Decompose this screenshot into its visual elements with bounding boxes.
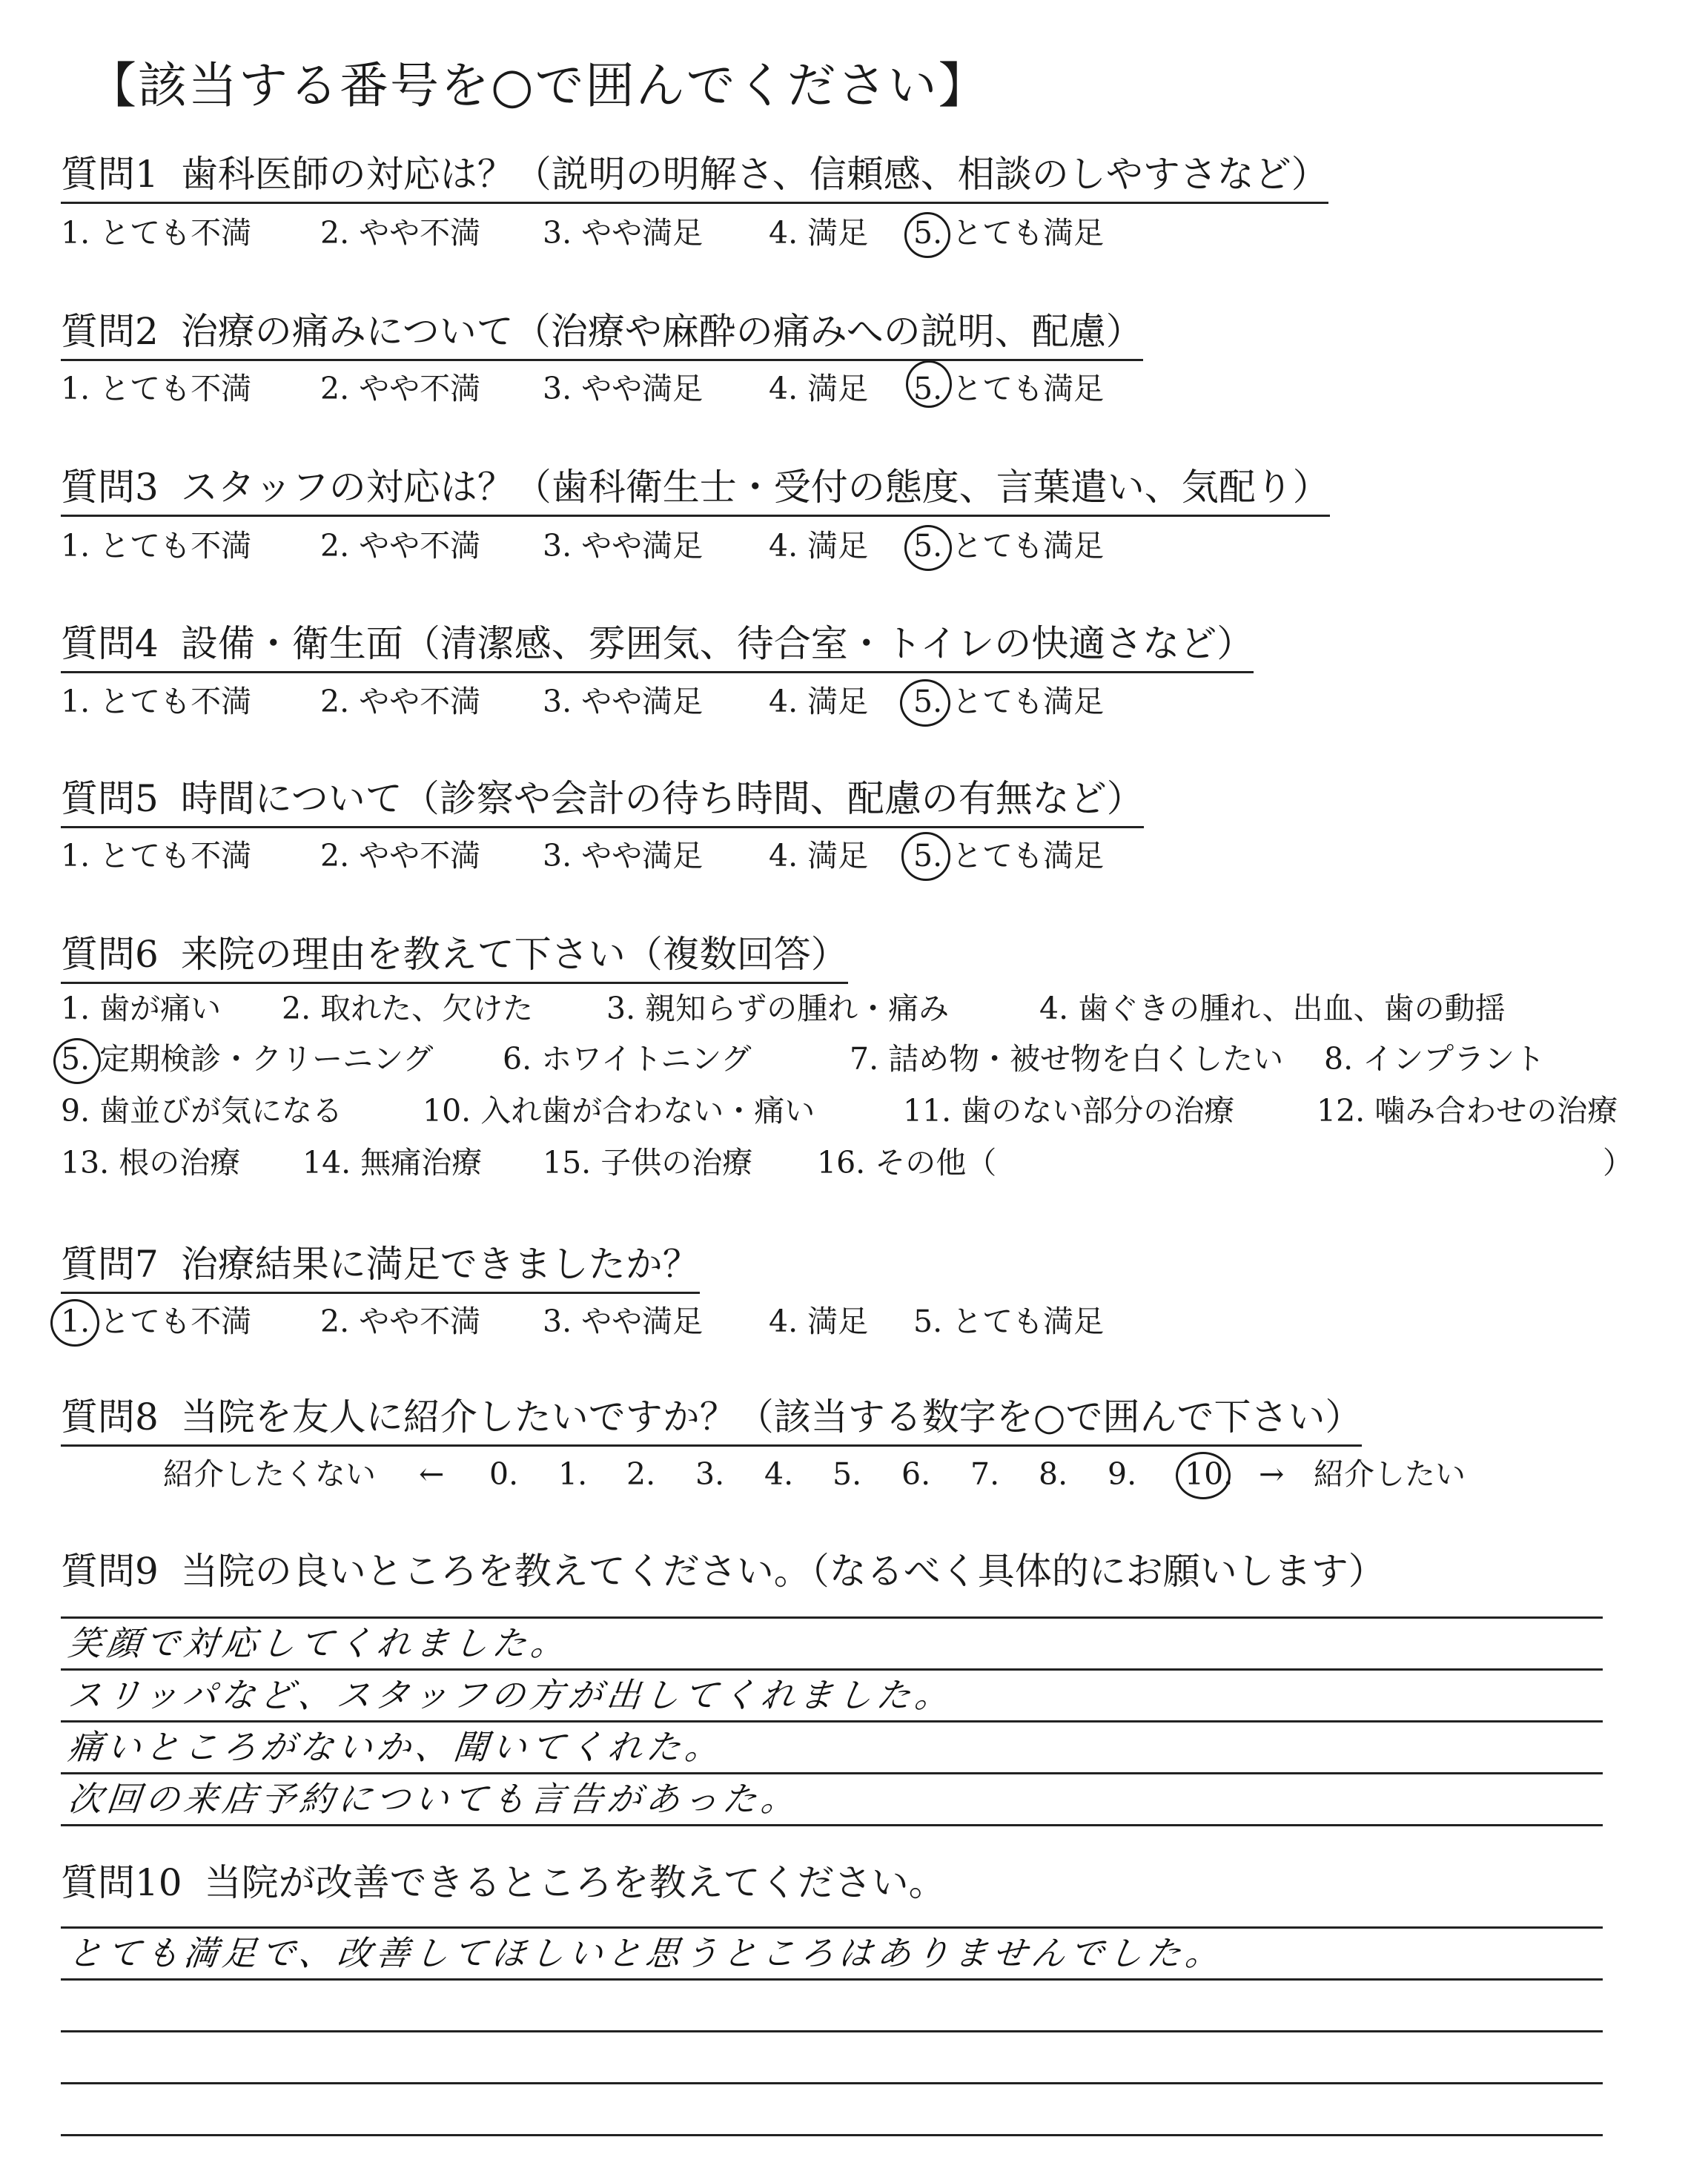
option-4[interactable]: 4. 満足	[769, 215, 869, 251]
reason-option[interactable]: 6. ホワイトニング	[503, 1041, 752, 1077]
option-3[interactable]: 3. やや満足	[543, 838, 704, 873]
scale-option[interactable]: 4.	[764, 1456, 794, 1492]
scale-option[interactable]: 1.	[558, 1456, 588, 1492]
question-5	[61, 773, 1144, 828]
question-1	[61, 148, 1328, 204]
option-5[interactable]: 5. とても満足	[913, 528, 1105, 564]
option-2[interactable]: 2. やや不満	[320, 1304, 481, 1339]
question-8-text: 当院を友人に紹介したいですか？（該当する数字を○で囲んで下さい）	[180, 1396, 1363, 1439]
question-3-heading	[61, 461, 1330, 517]
question-4-label: 質問4	[61, 622, 159, 665]
option-3[interactable]: 3. やや満足	[543, 371, 704, 406]
reason-option[interactable]: 5. 定期検診・クリーニング	[61, 1041, 434, 1077]
question-9-heading	[61, 1545, 1386, 1597]
scale-option[interactable]: 2.	[626, 1456, 656, 1492]
question-7-text: 治療結果に満足できましたか？	[180, 1243, 700, 1286]
option-4[interactable]: 4. 満足	[769, 1304, 869, 1339]
scale-option[interactable]: 5.	[833, 1456, 862, 1492]
question-7-heading	[61, 1238, 700, 1294]
option-1[interactable]: 1. とても不満	[61, 371, 252, 406]
question-2-heading	[61, 305, 1143, 361]
page-title: 【該当する番号を○で囲んでください】	[87, 57, 989, 114]
scale-right-arrow: →	[1259, 1456, 1285, 1492]
question-2	[61, 305, 1143, 361]
option-5[interactable]: 5. とても満足	[913, 215, 1105, 251]
reason-option[interactable]: 13. 根の治療	[61, 1145, 241, 1180]
question-6-label: 質問6	[61, 933, 159, 976]
reason-option[interactable]: 15. 子供の治療	[543, 1145, 753, 1180]
option-5[interactable]: 5. とても満足	[913, 838, 1105, 873]
question-9-text: 当院の良いところを教えてください。（なるべく具体的にお願いします）	[180, 1550, 1386, 1593]
reason-option[interactable]: 9. 歯並びが気になる	[61, 1093, 343, 1129]
reason-option[interactable]: 2. 取れた、欠けた	[282, 991, 534, 1026]
scale-left-label: 紹介したくない	[163, 1456, 376, 1492]
scale-option[interactable]: 9.	[1108, 1456, 1137, 1492]
answer-line	[61, 1616, 1603, 1619]
option-1[interactable]: 1. とても不満	[61, 838, 252, 873]
option-2[interactable]: 2. やや不満	[320, 371, 481, 406]
question-6-text: 来院の理由を教えて下さい（複数回答）	[180, 933, 848, 976]
option-5[interactable]: 5. とても満足	[913, 684, 1105, 719]
option-1[interactable]: 1. とても不満	[61, 215, 252, 251]
question-7-label: 質問7	[61, 1243, 159, 1286]
scale-option[interactable]: 3.	[695, 1456, 725, 1492]
question-3-label: 質問3	[61, 466, 159, 509]
reason-option[interactable]: 8. インプラント	[1324, 1041, 1546, 1077]
question-1-text: 歯科医師の対応は？（説明の明解さ、信頼感、相談のしやすさなど）	[180, 153, 1328, 196]
option-3[interactable]: 3. やや満足	[543, 215, 704, 251]
option-4[interactable]: 4. 満足	[769, 838, 869, 873]
option-5[interactable]: 5. とても満足	[913, 371, 1105, 406]
question-10	[61, 1857, 946, 1909]
question-2-text: 治療の痛みについて（治療や麻酔の痛みへの説明、配慮）	[180, 310, 1143, 353]
q9-answer-line-2: スリッパなど、スタッフの方が出してくれました。	[66, 1675, 956, 1715]
option-3[interactable]: 3. やや満足	[543, 528, 704, 564]
question-6-heading	[61, 928, 848, 984]
scale-option[interactable]: 7.	[970, 1456, 1000, 1492]
scale-option[interactable]: 6.	[901, 1456, 931, 1492]
answer-line	[61, 2082, 1603, 2084]
question-7	[61, 1238, 700, 1294]
scale-option[interactable]: 8.	[1039, 1456, 1068, 1492]
question-1-label: 質問1	[61, 153, 159, 196]
scale-option[interactable]: 10.	[1185, 1456, 1234, 1492]
question-6	[61, 928, 848, 984]
question-8-heading	[61, 1391, 1362, 1447]
reason-option[interactable]: 7. 詰め物・被せ物を白くしたい	[850, 1041, 1284, 1077]
reason-option[interactable]: 3. 親知らずの腫れ・痛み	[606, 991, 950, 1026]
reason-option[interactable]: 12. 噛み合わせの治療	[1317, 1093, 1618, 1129]
option-4[interactable]: 4. 満足	[769, 371, 869, 406]
reason-option-other[interactable]: 16. その他（	[817, 1145, 997, 1180]
answer-line	[61, 1668, 1603, 1671]
answer-line	[61, 1978, 1603, 1981]
answer-line	[61, 1720, 1603, 1723]
question-3	[61, 461, 1330, 517]
question-8	[61, 1391, 1362, 1447]
option-3[interactable]: 3. やや満足	[543, 684, 704, 719]
option-1[interactable]: 1. とても不満	[61, 684, 252, 719]
answer-line	[61, 2030, 1603, 2032]
question-9	[61, 1545, 1386, 1597]
question-8-label: 質問8	[61, 1396, 159, 1439]
reason-option[interactable]: 4. 歯ぐきの腫れ、出血、歯の動揺	[1039, 991, 1506, 1026]
question-9-label: 質問9	[61, 1550, 159, 1593]
option-2[interactable]: 2. やや不満	[320, 215, 481, 251]
q9-answer-line-3: 痛いところがないか、聞いてくれた。	[66, 1727, 726, 1767]
q9-answer-line-1: 笑顔で対応してくれました。	[66, 1623, 572, 1663]
option-2[interactable]: 2. やや不満	[320, 684, 481, 719]
scale-left-arrow: ←	[419, 1456, 445, 1492]
option-5[interactable]: 5. とても満足	[913, 1304, 1105, 1339]
question-4-text: 設備・衛生面（清潔感、雰囲気、待合室・トイレの快適さなど）	[180, 622, 1254, 665]
question-2-label: 質問2	[61, 310, 159, 353]
q9-answer-line-4: 次回の来店予約についても言告があった。	[66, 1779, 802, 1819]
question-3-text: スタッフの対応は？（歯科衛生士・受付の態度、言葉遣い、気配り）	[180, 466, 1330, 509]
reason-option[interactable]: 1. 歯が痛い	[61, 991, 222, 1026]
option-4[interactable]: 4. 満足	[769, 528, 869, 564]
question-10-heading	[61, 1857, 946, 1909]
answer-line	[61, 1824, 1603, 1826]
question-10-text: 当院が改善できるところを教えてください。	[204, 1861, 946, 1904]
question-5-label: 質問5	[61, 777, 159, 820]
option-4[interactable]: 4. 満足	[769, 684, 869, 719]
question-5-text: 時間について（診察や会計の待ち時間、配慮の有無など）	[180, 777, 1144, 820]
question-10-label: 質問10	[61, 1861, 182, 1904]
scale-option[interactable]: 0.	[489, 1456, 519, 1492]
reason-option[interactable]: 11. 歯のない部分の治療	[903, 1093, 1235, 1129]
reason-option[interactable]: 10. 入れ歯が合わない・痛い	[423, 1093, 815, 1129]
answer-line	[61, 1772, 1603, 1774]
question-4	[61, 618, 1254, 673]
q10-answer-line-1: とても満足で、改善してほしいと思うところはありませんでした。	[66, 1933, 1226, 1973]
question-4-heading	[61, 618, 1254, 673]
other-close-paren: ）	[1603, 1145, 1633, 1180]
option-2[interactable]: 2. やや不満	[320, 838, 481, 873]
question-1-heading	[61, 148, 1328, 204]
reason-option[interactable]: 14. 無痛治療	[302, 1145, 483, 1180]
option-3[interactable]: 3. やや満足	[543, 1304, 704, 1339]
option-2[interactable]: 2. やや不満	[320, 528, 481, 564]
answer-line	[61, 2134, 1603, 2136]
option-1[interactable]: 1. とても不満	[61, 528, 252, 564]
question-5-heading	[61, 773, 1144, 828]
answer-line	[61, 1926, 1603, 1929]
option-1[interactable]: 1. とても不満	[61, 1304, 252, 1339]
scale-right-label: 紹介したい	[1314, 1456, 1466, 1492]
